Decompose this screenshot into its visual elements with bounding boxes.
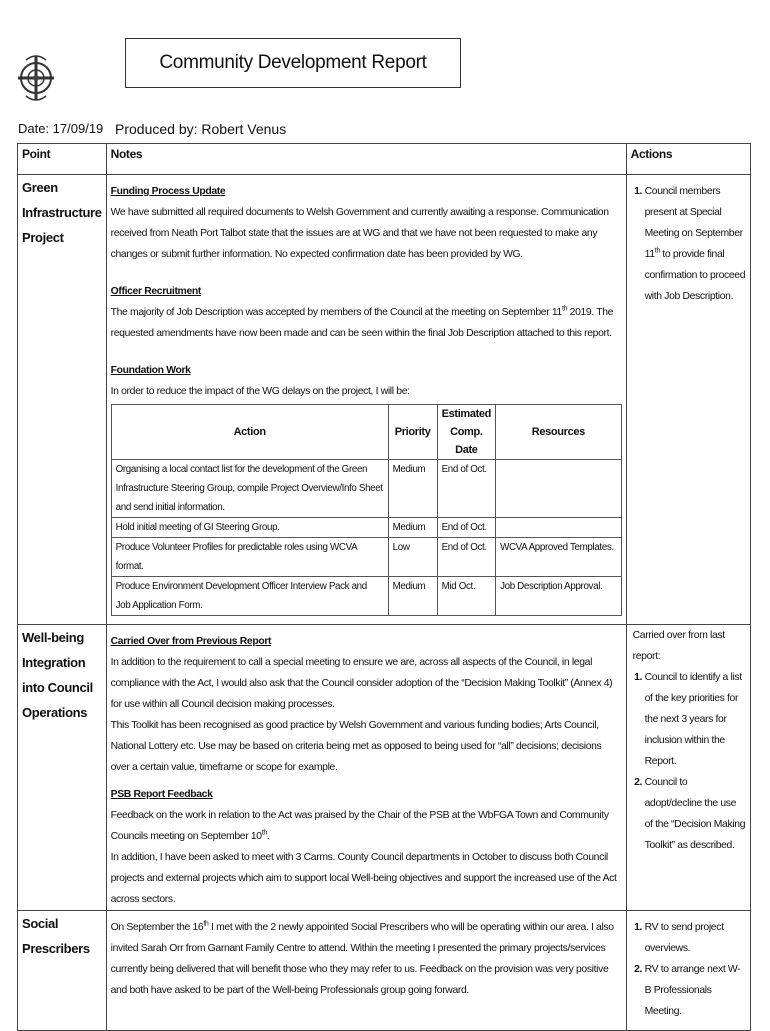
list-item bbox=[645, 181, 746, 307]
section-heading: Carried Over from Previous Report bbox=[110, 636, 272, 647]
table-row bbox=[18, 175, 751, 625]
point-label-line: Social bbox=[22, 916, 59, 931]
point-cell bbox=[18, 175, 107, 625]
foundation-work-table bbox=[111, 404, 622, 616]
header-notes: Notes bbox=[106, 144, 626, 175]
text: to provide final confirmation to proceed with Job Description. bbox=[644, 249, 746, 302]
inner-header-row bbox=[111, 405, 621, 460]
paragraph: In order to reduce the impact of the WG delays on the project, I will be: bbox=[110, 386, 410, 397]
point-cell bbox=[18, 625, 107, 911]
inner-cell-priority: Medium bbox=[388, 460, 437, 518]
actions-list bbox=[633, 181, 746, 307]
actions-cell bbox=[626, 175, 750, 625]
inner-row bbox=[111, 538, 621, 577]
produced-by: Produced by: Robert Venus bbox=[115, 121, 287, 137]
section-heading: Funding Process Update bbox=[110, 186, 226, 197]
point-label-line: Operations bbox=[22, 705, 88, 720]
inner-header-action: Action bbox=[111, 405, 388, 460]
inner-cell-date: End of Oct. bbox=[437, 538, 495, 577]
actions-cell bbox=[626, 625, 750, 911]
actions-intro: Carried over from last report: bbox=[632, 630, 725, 662]
council-crest-logo bbox=[14, 46, 58, 116]
superscript: th bbox=[203, 920, 209, 928]
paragraph: In addition, I have been asked to meet with 3 Carms. County Council departments in October to discuss both Council projects and external projects which aim to support local Well-being objectives and support the increased use of the Act across sectors. bbox=[110, 852, 617, 905]
inner-row bbox=[111, 460, 621, 518]
paragraph bbox=[111, 917, 622, 1001]
section-heading: Foundation Work bbox=[110, 365, 191, 376]
inner-cell-resources: Job Description Approval. bbox=[496, 577, 622, 616]
text: The majority of Job Description was accepted by members of the Council at the meeting on September 11 bbox=[110, 307, 562, 318]
actions-list bbox=[633, 667, 746, 856]
paragraph bbox=[111, 302, 622, 344]
paragraph: We have submitted all required documents to Welsh Government and currently awaiting a response. Communication received from Neath Port Talbot state that the issues are at WG and that we have not been requested to make any changes or submit further information. No expected confirmation date has been provided by WG. bbox=[110, 207, 609, 260]
table-header-row bbox=[18, 144, 751, 175]
inner-row bbox=[111, 518, 621, 538]
text: 2019. The requested amendments have now been made and can be seen within the final Job Description attached to this report. bbox=[110, 307, 614, 339]
point-label-line: into Council bbox=[22, 680, 93, 695]
point-label-line: Well-being bbox=[22, 630, 84, 645]
paragraph bbox=[111, 805, 622, 847]
inner-cell-action: Produce Volunteer Profiles for predictable roles using WCVA format. bbox=[111, 538, 388, 577]
text: Feedback on the work in relation to the Act was praised by the Chair of the PSB at the WbFGA Town and Community Councils meeting on September 10 bbox=[110, 810, 609, 842]
superscript: th bbox=[261, 829, 267, 837]
text: Council members present at Special Meeting on September 11 bbox=[644, 186, 743, 260]
inner-header-resources: Resources bbox=[496, 405, 622, 460]
actions-cell bbox=[626, 911, 750, 1031]
section-heading: Officer Recruitment bbox=[110, 286, 201, 297]
inner-cell-priority: Low bbox=[388, 538, 437, 577]
point-label-line: Prescribers bbox=[22, 941, 90, 956]
point-cell bbox=[18, 911, 107, 1031]
list-item: 1. Council to identify a list of the key priorities for the next 3 years for inclusion within the Report. bbox=[645, 667, 746, 772]
notes-cell bbox=[106, 175, 626, 625]
list-item: 2. Council to adopt/decline the use of the “Decision Making Toolkit” as described. bbox=[645, 772, 746, 856]
point-label-line: Green bbox=[22, 180, 58, 195]
text: On September the 16 bbox=[110, 922, 204, 933]
inner-cell-date: Mid Oct. bbox=[437, 577, 495, 616]
header-point: Point bbox=[18, 144, 107, 175]
text: I met with the 2 newly appointed Social Prescribers who will be operating within our area. I also invited Sarah Orr from Garnant Family Centre to attend. Within the meeting I presented the primary projects/services currently being delivered that will benefit those who they may refer to us. Feedback on the provision was very positive and both have asked to be part of the Well-being Professionals group going forward. bbox=[110, 922, 614, 996]
section-heading: PSB Report Feedback bbox=[110, 789, 213, 800]
report-title: Community Development Report bbox=[125, 38, 461, 88]
list-item: 1. RV to send project overviews. bbox=[645, 917, 746, 959]
inner-cell-resources bbox=[496, 518, 622, 538]
list-item: 2. RV to arrange next W-B Professionals Meeting. bbox=[645, 959, 746, 1022]
report-date: Date: 17/09/19 bbox=[18, 121, 104, 136]
paragraph: In addition to the requirement to call a special meeting to ensure we are, across all aspects of the Council, in legal compliance with the Act, I would also ask that the Council consider adoption of the “Decision Making Toolkit” (Annex 4) for use within all Council decision making processes. bbox=[110, 657, 613, 710]
text: . bbox=[266, 831, 270, 842]
header-actions: Actions bbox=[626, 144, 750, 175]
point-label-line: Integration bbox=[22, 655, 86, 670]
point-label-line: Infrastructure bbox=[22, 205, 102, 220]
inner-cell-action: Produce Environment Development Officer Interview Pack and Job Application Form. bbox=[111, 577, 388, 616]
superscript: th bbox=[561, 305, 568, 313]
point-label-line: Project bbox=[22, 230, 64, 245]
inner-cell-date: End of Oct. bbox=[437, 518, 495, 538]
report-table bbox=[17, 143, 751, 1031]
inner-cell-action: Organising a local contact list for the development of the Green Infrastructure Steering Group, compile Project Overview/Info Sheet and send initial information. bbox=[111, 460, 388, 518]
inner-header-priority: Priority bbox=[388, 405, 437, 460]
table-row bbox=[18, 625, 751, 911]
notes-cell bbox=[106, 911, 626, 1031]
table-row bbox=[18, 911, 751, 1031]
inner-row bbox=[111, 577, 621, 616]
notes-cell bbox=[106, 625, 626, 911]
inner-cell-priority: Medium bbox=[388, 518, 437, 538]
inner-cell-action: Hold initial meeting of GI Steering Group. bbox=[111, 518, 388, 538]
inner-cell-priority: Medium bbox=[388, 577, 437, 616]
actions-list bbox=[633, 917, 746, 1022]
inner-cell-resources bbox=[496, 460, 622, 518]
paragraph: This Toolkit has been recognised as good practice by Welsh Government and various funding bodies; Arts Council, National Lottery etc. Use may be based on criteria being met as opposed to being used for “all” decisions; decisions over a certain value, timeframe or scope for example. bbox=[110, 720, 602, 773]
inner-cell-date: End of Oct. bbox=[437, 460, 495, 518]
superscript: th bbox=[654, 247, 660, 255]
inner-cell-resources: WCVA Approved Templates. bbox=[496, 538, 622, 577]
inner-header-date: Estimated Comp. Date bbox=[437, 405, 495, 460]
